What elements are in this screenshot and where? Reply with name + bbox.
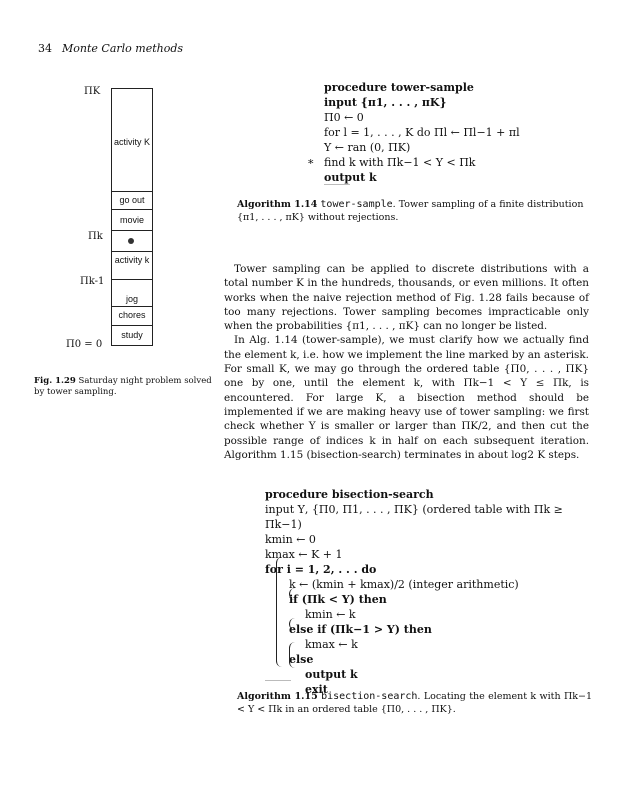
elseif-brace [289, 618, 296, 630]
figure-caption [34, 376, 214, 398]
alg115-line-7: if (Πk < Υ) then [289, 593, 387, 606]
segment-jog: jog [125, 294, 138, 304]
algorithm-1-14 [324, 80, 604, 185]
alg114-caption-text: Tower sampling of a finite distribution {π1, . . . , πK} without rejections. [237, 199, 584, 223]
segment-activity-k: activity k [114, 255, 150, 265]
alg114-line-6: find k with Πk−1 < Υ < Πk [324, 156, 476, 169]
alg115-line-6: k ← (kmin + kmax)/2 (integer arithmetic) [289, 578, 519, 591]
figure-caption-label: Fig. 1.29 [34, 376, 76, 386]
ellipsis-dot [128, 238, 134, 244]
page-number: 34 [38, 42, 52, 55]
tower-top-label: ΠK [84, 86, 101, 97]
alg115-line-1: procedure bisection-search [265, 488, 434, 501]
alg115-line-10: kmax ← k [305, 638, 358, 651]
label-pi-k: Πk [88, 231, 103, 242]
tower-diagram [111, 88, 153, 346]
label-pi-k-minus-1: Πk-1 [80, 276, 105, 287]
alg115-line-3: kmin ← 0 [265, 533, 316, 546]
alg115-line-11: else [289, 653, 314, 666]
paragraph-1: Tower sampling can be applied to discrete distributions with a total number K in the hundreds, thousands, or even millions. It often works when the naive rejection method of Fig. 1.28 fails because of too many rejections. Tower sampling becomes impracticable only when the probabilities {π1, . . . , πK} can no longer be listed. [224, 263, 589, 333]
if-brace [289, 588, 296, 600]
segment-activity-K: activity K [113, 137, 150, 147]
else-brace [289, 642, 296, 668]
algorithm-1-15-caption: Algorithm 1.15 bisection-search. Locating the element k with Πk−1 < Υ < Πk in an ordered table {Π0, . . . , ΠK}. [237, 691, 593, 715]
alg115-line-13: exit [305, 683, 328, 696]
segment-study: study [121, 330, 143, 340]
body-text [224, 262, 589, 462]
alg115-rule [265, 680, 291, 681]
alg115-line-2: input Υ, {Π0, Π1, . . . , ΠK} (ordered table with Πk ≥ Πk−1) [265, 503, 563, 531]
alg114-line-2: input {π1, . . . , πK} [324, 96, 447, 109]
alg115-line-4: kmax ← K + 1 [265, 548, 343, 561]
label-pi-0: Π0 = 0 [66, 339, 103, 350]
alg115-line-12: output k [305, 668, 358, 681]
alg115-line-5: for i = 1, 2, . . . do [265, 563, 377, 576]
running-title: Monte Carlo methods [62, 42, 184, 55]
asterisk-marker: ∗ [307, 155, 315, 168]
algorithm-1-14-caption: Algorithm 1.14 tower-sample. Tower sampling of a finite distribution {π1, . . . , πK} without rejections. [237, 199, 584, 223]
alg115-line-9: else if (Πk−1 > Υ) then [289, 623, 432, 636]
alg115-caption-name: bisection-search [321, 691, 418, 702]
loop-brace [276, 557, 283, 667]
segment-chores: chores [118, 310, 146, 320]
alg115-caption-label: Algorithm 1.15 [237, 691, 318, 702]
alg114-line-4: for l = 1, . . . , K do Πl ← Πl−1 + πl [324, 126, 520, 139]
alg114-rule [324, 184, 350, 185]
figure-caption-text: Saturday night problem solved by tower sampling. [34, 376, 212, 397]
alg115-line-8: kmin ← k [305, 608, 356, 621]
alg115-caption-text: Locating the element k with Πk−1 < Υ < Πk in an ordered table {Π0, . . . , ΠK}. [237, 691, 593, 715]
paragraph-2: In Alg. 1.14 (tower-sample), we must clarify how we actually find the element k, i.e. how we implement the line marked by an asterisk. For small K, we may go through the ordered table {Π0, . . . , ΠK} one by one, until the element k, with Πk−1 < Υ ≤ Πk, is encountered. For large K, a bisection method should be implemented if we are making heavy use of tower sampling: we first check whether Υ is smaller or larger than ΠK/2, and then cut the possible range of indices k in half on each subsequent iteration. Algorithm 1.15 (bisection-search) terminates in about log2 K steps. [224, 334, 589, 461]
alg114-line-1: procedure tower-sample [324, 81, 474, 94]
alg114-line-3: Π0 ← 0 [324, 111, 364, 124]
alg114-caption-label: Algorithm 1.14 [237, 199, 318, 210]
segment-go-out: go out [119, 195, 145, 205]
alg114-line-5: Υ ← ran (0, ΠK) [324, 141, 411, 154]
alg114-caption-name: tower-sample [320, 199, 393, 210]
segment-movie: movie [119, 215, 144, 225]
algorithm-1-15 [265, 487, 595, 697]
alg114-line-7: output k [324, 171, 377, 184]
